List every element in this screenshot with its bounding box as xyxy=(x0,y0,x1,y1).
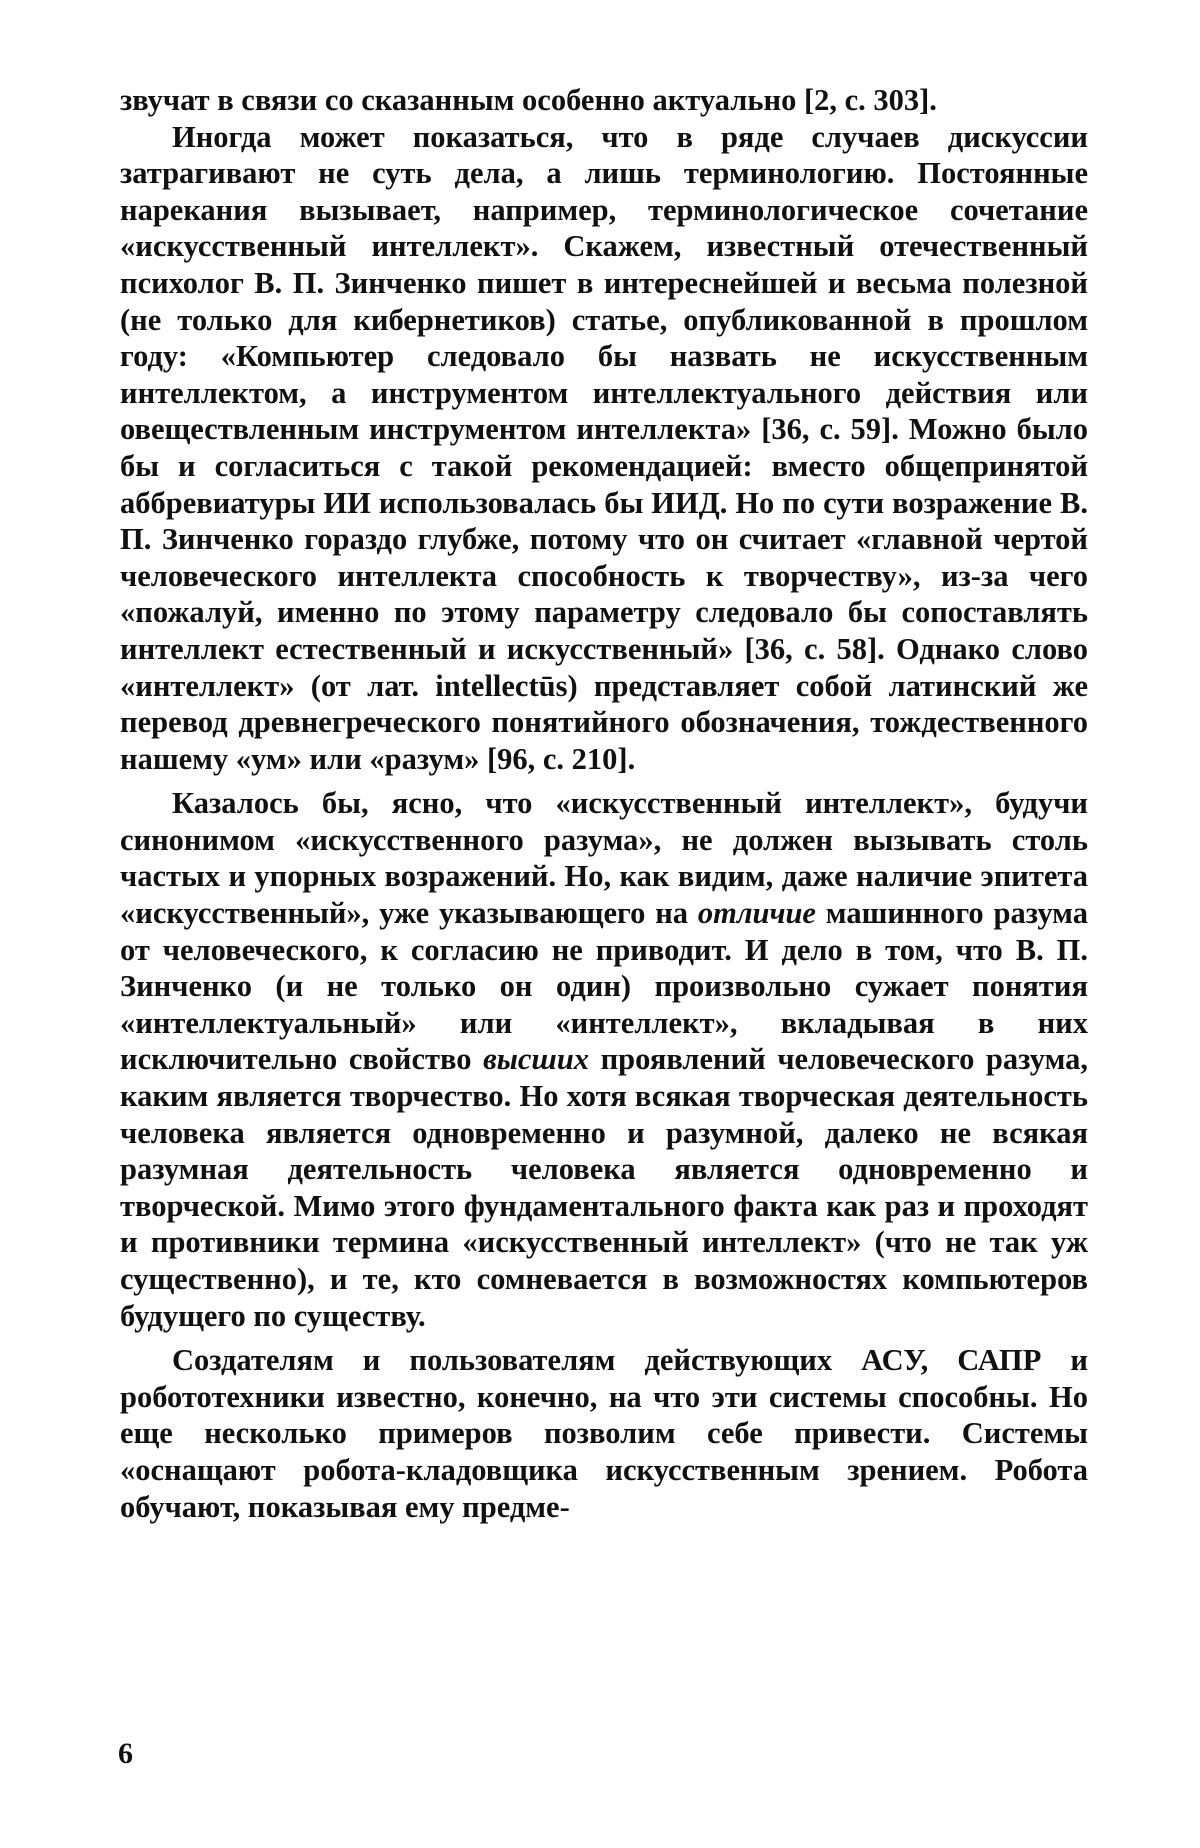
paragraph-2-text: Иногда может показаться, что в ряде случаев дискуссии затрагивают не суть дела, а лишь терминологию. Постоянные нарекания вызывает, например, терминологическое сочетание «искусственный интеллект». Скажем, известный отечественный психолог В. П. Зинченко пишет в интереснейшей и весьма полезной (не только для кибернетиков) статье, опубликованной в прошлом году: «Компьютер следовало бы назвать не искусственным интеллектом, а инструментом интеллектуального действия или овеществленным инструментом интеллекта» [36, с. 59]. Можно было бы и согласиться с такой рекомендацией: вместо общепринятой аббревиатуры ИИ использовалась бы ИИД. Но по сути возражение В. П. Зинченко гораздо глубже, потому что он считает «главной чертой человеческого интеллекта способность к творчеству», из-за чего «пожалуй, именно по этому параметру следовало бы сопоставлять интеллект естественный и искусственный» [36, с. 58]. Однако слово «интеллект» (от лат. intellectūs) представляет собой латинский же перевод древнегреческого понятийного обозначения, тождественного нашему «ум» или «разум» [96, с. 210]. xyxy=(120,119,1088,776)
paragraph-1-text: звучат в связи со сказанным особенно актуально [2, с. 303]. xyxy=(120,83,937,117)
paragraph-4-text: Создателям и пользователям действующих АСУ, САПР и робототехники известно, конечно, на что эти системы способны. Но еще несколько примеров позволим себе привести. Системы «оснащают робота-кладовщика искусственным зрением. Робота обучают, показывая ему предме- xyxy=(120,1343,1088,1524)
paragraph-4 xyxy=(120,1342,1088,1525)
paragraph-3-text-c: проявлений человеческого разума, каким является творчество. Но хотя всякая творческая деятельность человека является одновременно и разумной, далеко не всякая разумная деятельность человека является одновременно и творческой. Мимо этого фундаментального факта как раз и проходят и противники термина «искусственный интеллект» (что не так уж существенно), и те, кто сомневается в возможностях компьютеров будущего по существу. xyxy=(120,1042,1089,1333)
emphasis-otlichie: отличие xyxy=(697,896,816,931)
paragraph-2 xyxy=(120,119,1088,778)
paragraph-3 xyxy=(120,785,1088,1334)
paragraph-3-text-b: машинного разума от человеческого, к согласию не приводит. И дело в том, что В. П. Зинченко (и не только он один) произвольно сужает понятия «интеллектуальный» или «интеллект», вкладывая в них исключительно свойство xyxy=(120,896,1088,1077)
paragraph-3-text-a: Казалось бы, ясно, что «искусственный интеллект», будучи синонимом «искусственного разума», не должен вызывать столь частых и упорных возражений. Но, как видим, даже наличие эпитета «искусственный», уже указывающего на xyxy=(120,786,1088,931)
paragraph-1 xyxy=(120,82,1088,119)
page-body xyxy=(120,82,1088,1525)
emphasis-vysshikh: высших xyxy=(483,1042,590,1077)
page-number: 6 xyxy=(118,1737,133,1770)
